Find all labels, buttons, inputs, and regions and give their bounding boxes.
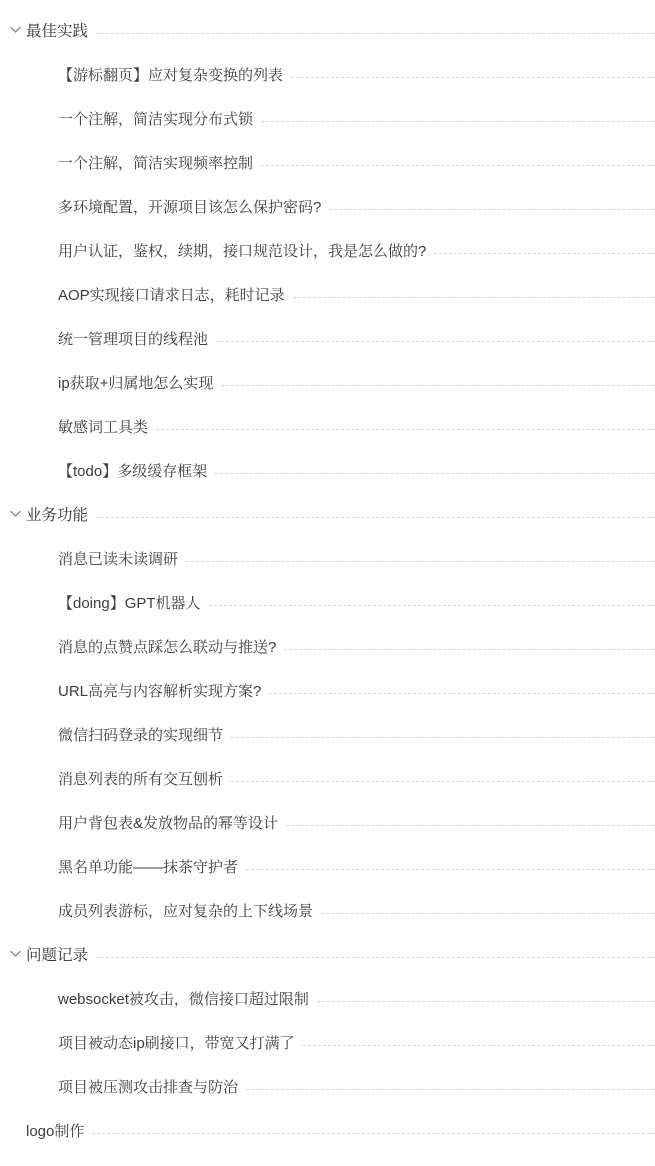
toc-item-label: 【doing】GPT机器人 [58, 594, 201, 612]
toc-plain-item-label: logo制作 [26, 1122, 85, 1140]
leader-dots [434, 252, 655, 254]
toc-item[interactable] [0, 1064, 655, 1108]
toc-item[interactable] [0, 272, 655, 316]
leader-dots [246, 868, 655, 870]
toc-item[interactable] [0, 404, 655, 448]
toc-item-label: 微信扫码登录的实现细节 [58, 726, 224, 744]
toc-item-label: 黑名单功能——抹茶守护者 [58, 858, 239, 876]
leader-dots [321, 912, 655, 914]
toc-item-label: 成员列表游标，应对复杂的上下线场景 [58, 902, 314, 920]
toc-item-label: 用户认证，鉴权，续期，接口规范设计，我是怎么做的? [58, 242, 427, 260]
leader-dots [215, 472, 655, 474]
leader-dots [156, 428, 655, 430]
toc-item-label: 统一管理项目的线程池 [58, 330, 209, 348]
toc-item[interactable] [0, 140, 655, 184]
toc-section-header[interactable] [0, 932, 655, 976]
toc-section-title: 业务功能 [26, 507, 89, 524]
toc-item[interactable] [0, 316, 655, 360]
toc-item[interactable] [0, 712, 655, 756]
toc-item-label: 【游标翻页】应对复杂变换的列表 [58, 66, 284, 84]
leader-dots [284, 648, 655, 650]
toc-item[interactable] [0, 536, 655, 580]
leader-dots [246, 1088, 655, 1090]
leader-dots [317, 1000, 655, 1002]
toc-item[interactable] [0, 96, 655, 140]
toc-item-label: 敏感词工具类 [58, 418, 149, 436]
toc-section-title: 最佳实践 [26, 23, 89, 40]
toc-item-label: 一个注解，简洁实现频率控制 [58, 154, 254, 172]
leader-dots [96, 32, 655, 34]
toc-section-header[interactable] [0, 492, 655, 536]
leader-dots [231, 780, 655, 782]
toc-item-label: 消息的点赞点踩怎么联动与推送? [58, 638, 277, 656]
toc-item-label: 多环境配置，开源项目该怎么保护密码? [58, 198, 322, 216]
toc-item[interactable] [0, 184, 655, 228]
toc-item[interactable] [0, 624, 655, 668]
chevron-down-icon[interactable] [4, 26, 26, 34]
leader-dots [261, 120, 655, 122]
toc-item-label: AOP实现接口请求日志，耗时记录 [58, 286, 285, 304]
toc-item[interactable] [0, 668, 655, 712]
toc-item[interactable] [0, 888, 655, 932]
toc-item[interactable] [0, 360, 655, 404]
toc-item-label: 消息列表的所有交互刨析 [58, 770, 224, 788]
toc-item-label: ip获取+归属地怎么实现 [58, 374, 214, 392]
toc-item[interactable] [0, 448, 655, 492]
toc-item-label: 项目被动态ip刷接口，带宽又打满了 [58, 1034, 295, 1052]
toc-item[interactable] [0, 228, 655, 272]
toc-item-label: 【todo】多级缓存框架 [58, 462, 208, 480]
toc-item[interactable] [0, 52, 655, 96]
toc-item-label: 一个注解，简洁实现分布式锁 [58, 110, 254, 128]
leader-dots [231, 736, 655, 738]
leader-dots [269, 692, 655, 694]
toc-item-label: 项目被压测攻击排查与防治 [58, 1078, 239, 1096]
leader-dots [216, 340, 655, 342]
toc-plain-item[interactable] [0, 1108, 655, 1152]
toc-item-label: websocket被攻击，微信接口超过限制 [58, 990, 309, 1008]
leader-dots [291, 76, 655, 78]
toc-item[interactable] [0, 1020, 655, 1064]
toc-section-title: 问题记录 [26, 947, 89, 964]
toc-item[interactable] [0, 800, 655, 844]
toc-item-label: 消息已读未读调研 [58, 550, 179, 568]
toc-item-label: 用户背包表&发放物品的幂等设计 [58, 814, 279, 832]
toc-item[interactable] [0, 580, 655, 624]
leader-dots [92, 1132, 655, 1134]
toc-item[interactable] [0, 756, 655, 800]
chevron-down-icon[interactable] [4, 950, 26, 958]
leader-dots [96, 516, 655, 518]
leader-dots [96, 956, 655, 958]
leader-dots [186, 560, 655, 562]
leader-dots [261, 164, 655, 166]
toc-section-header[interactable] [0, 8, 655, 52]
toc-item[interactable] [0, 976, 655, 1020]
leader-dots [329, 208, 655, 210]
toc-item-label: URL高亮与内容解析实现方案? [58, 682, 262, 700]
leader-dots [209, 604, 655, 606]
leader-dots [286, 824, 655, 826]
leader-dots [303, 1044, 655, 1046]
toc-item[interactable] [0, 844, 655, 888]
chevron-down-icon[interactable] [4, 510, 26, 518]
leader-dots [293, 296, 655, 298]
leader-dots [221, 384, 655, 386]
